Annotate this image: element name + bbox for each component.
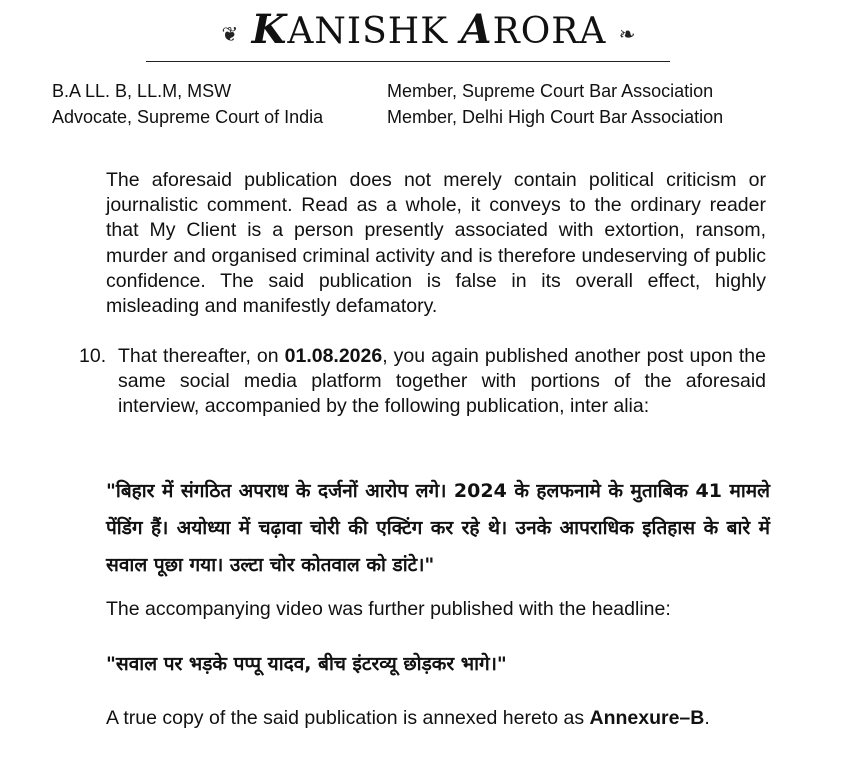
membership-high-court: Member, Delhi High Court Bar Association bbox=[387, 107, 724, 127]
item-text-after: , you again published another post upon the same social media platform together with portions of the aforesaid interview, accompanied by the following publication, inter alia: bbox=[118, 345, 766, 418]
annexure-paragraph bbox=[106, 706, 766, 731]
name-first-initial: K bbox=[251, 6, 288, 53]
headline-intro: The accompanying video was further published with the headline: bbox=[106, 598, 671, 620]
hindi-quote-publication: "बिहार में संगठित अपराध के दर्जनों आरोप लगे। 2024 के हलफनामे के मुताबिक 41 मामले पेंडिंग हैं। अयोध्या में चढ़ावा चोरी की एक्टिंग कर रहे थे। उनके आपराधिक इतिहास के बारे में सवाल पूछा गया। उल्टा चोर कोतवाल को डांटे।" bbox=[106, 480, 770, 576]
annexure-text-before: A true copy of the said publication is annexed hereto as bbox=[106, 707, 590, 729]
annexure-label: Annexure–B bbox=[589, 707, 705, 729]
name-first-rest: ANISHK bbox=[287, 11, 461, 52]
item-number: 10. bbox=[79, 345, 107, 367]
qualifications-left bbox=[52, 78, 323, 130]
item-text-before: That thereafter, on bbox=[118, 345, 285, 367]
annexure-text-after: . bbox=[704, 707, 710, 729]
qualification-degrees: B.A LL. B, LL.M, MSW bbox=[52, 81, 232, 101]
letterhead-divider bbox=[146, 61, 670, 62]
membership-supreme-court: Member, Supreme Court Bar Association bbox=[387, 81, 714, 101]
advocate-name bbox=[0, 6, 858, 53]
hindi-quote-headline: "सवाल पर भड़के पप्पू यादव, बीच इंटरव्यू छोड़कर भागे।" bbox=[106, 653, 507, 675]
item-date: 01.08.2026 bbox=[284, 345, 383, 367]
qualification-title: Advocate, Supreme Court of India bbox=[52, 107, 324, 127]
qualifications-right bbox=[387, 78, 723, 130]
name-last-rest: RORA bbox=[492, 11, 607, 52]
ornament-left-icon: ❦ bbox=[221, 22, 240, 46]
paragraph-intro: The aforesaid publication does not merely contain political criticism or journalistic comment. Read as a whole, it conveys to the ordinary reader that My Client is a person presently associated with extortion, ransom, murder and organised criminal activity and is therefore undeserving of public confidence. The said publication is false in its overall effect, highly misleading and manifestly defamatory. bbox=[106, 169, 766, 318]
paragraph-item-10 bbox=[118, 344, 766, 420]
ornament-right-icon: ❧ bbox=[618, 22, 637, 46]
name-last-initial: A bbox=[460, 6, 493, 53]
